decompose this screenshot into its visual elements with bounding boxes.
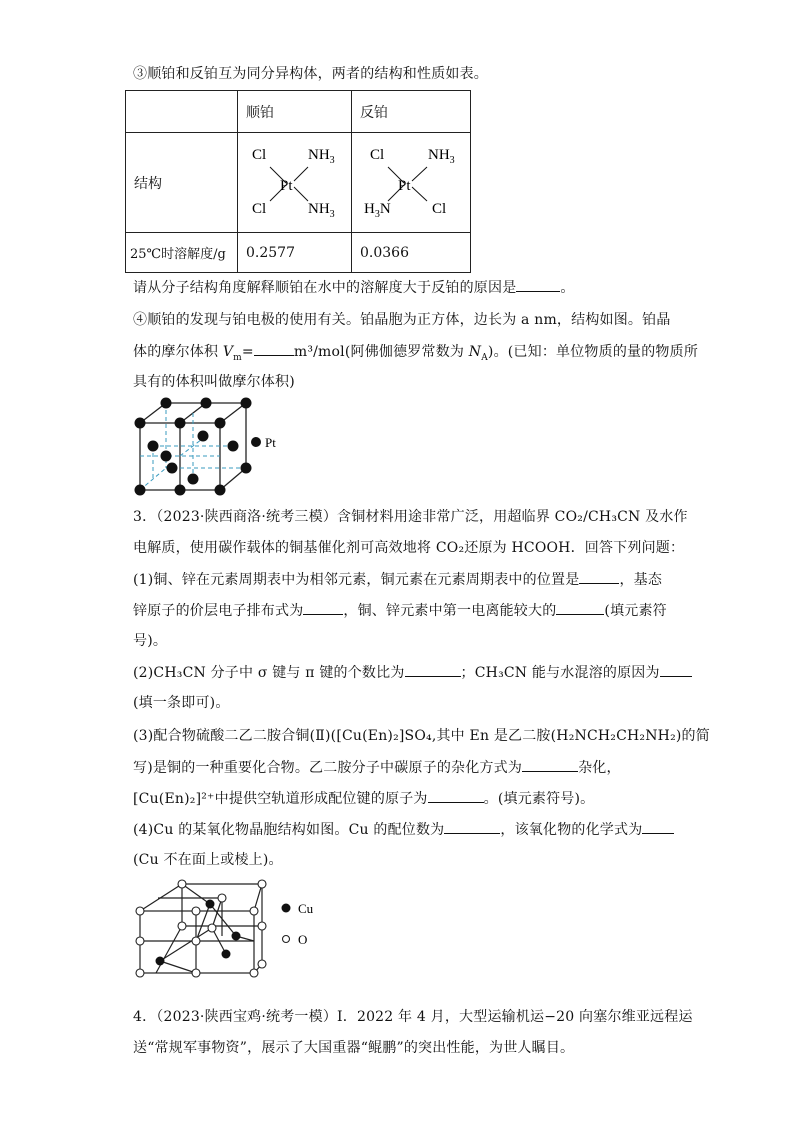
q3-part4-line1: (4)Cu 的某氧化物晶胞结构如图。Cu 的配位数为 ，该氧化物的化学式为 — [133, 819, 674, 840]
q3-part4-line2: (Cu 不在面上或棱上)。 — [133, 852, 283, 868]
o-atom — [136, 907, 144, 915]
atom-nh3-top: $NH_3$ — [308, 147, 335, 166]
q3-line1: 3．（2023·陕西商洛·统考三模）含铜材料用途非常广泛，用超临界 CO₂/CH₃CN 及水作 — [133, 509, 688, 525]
item4-line2: 体的摩尔体积 $V_m= m^3/mol$(阿佛伽德罗常数为 $N_A$)。(已知：单位物质的量的物质所 — [133, 341, 698, 368]
item4-line1: ④顺铂的发现与铂电极的使用有关。铂晶胞为正方体，边长为 a nm，结构如图。铂晶 — [133, 312, 671, 328]
cu-atom — [206, 900, 215, 909]
legend-o-dot — [283, 936, 290, 943]
row-header-solubility: 25℃时溶解度/g — [126, 233, 238, 273]
bond-br — [294, 187, 308, 201]
atom-pt: Pt — [398, 178, 411, 194]
legend-o-label: O — [298, 932, 308, 947]
cu-atom — [232, 932, 241, 941]
answer-blank[interactable] — [405, 662, 461, 677]
atom-nh3-bottom: $NH_3$ — [308, 201, 335, 220]
solubility-question: 请从分子结构角度解释顺铂在水中的溶解度大于反铂的原因是 。 — [133, 277, 575, 298]
q3-part1-line2: 锌原子的价层电子排布式为 ，铜、锌元素中第一电离能较大的 (填元素符 — [133, 600, 667, 621]
cis-solubility: 0.2577 — [238, 233, 352, 273]
answer-blank[interactable] — [444, 819, 500, 834]
col-header-trans: 反铂 — [352, 91, 471, 133]
pt-atom — [198, 431, 209, 442]
pt-atom — [148, 441, 159, 452]
bond-tr — [412, 167, 427, 181]
o-atom — [192, 937, 200, 945]
o-atom — [250, 907, 258, 915]
q3-line2: 电解质，使用碳作载体的铜基催化剂可高效地将 CO₂还原为 HCOOH．回答下列问题： — [133, 540, 685, 556]
o-atom — [192, 907, 200, 915]
pt-atom — [167, 463, 178, 474]
pt-atom — [175, 485, 186, 496]
atom-h3n-bottom: $H_3N$ — [364, 201, 391, 220]
atom-cl-bottom: Cl — [252, 201, 267, 217]
o-atom — [258, 960, 266, 968]
row-header-structure: 结构 — [126, 133, 238, 233]
cu-atom — [222, 950, 231, 959]
platinum-isomer-table — [125, 90, 471, 273]
pt-atom — [188, 474, 199, 485]
pt-atom — [215, 485, 226, 496]
o-atom — [258, 880, 266, 888]
atom-cl-top: Cl — [252, 147, 267, 163]
pt-atom — [135, 485, 146, 496]
cisplatin-structure — [238, 133, 351, 228]
o-atom — [208, 924, 216, 932]
trans-solubility: 0.0366 — [352, 233, 471, 273]
answer-blank[interactable] — [579, 569, 619, 584]
o-atom — [192, 969, 200, 977]
atom-nh3-top: $NH_3$ — [428, 147, 455, 166]
legend-pt-label: Pt — [265, 435, 276, 450]
o-atom — [178, 880, 186, 888]
o-atom — [258, 922, 266, 930]
q3-part1-line3: 号)。 — [133, 633, 168, 649]
o-atom — [136, 969, 144, 977]
answer-blank[interactable] — [254, 341, 294, 356]
col-header-cis: 顺铂 — [238, 91, 352, 133]
o-atom — [178, 922, 186, 930]
q3-part3-line3: [Cu(En)₂]²⁺中提供空轨道形成配位键的原子为 。(填元素符号)。 — [133, 788, 594, 809]
atom-pt: Pt — [280, 178, 293, 194]
atom-cl-bottom: Cl — [432, 201, 447, 217]
answer-blank[interactable] — [428, 788, 484, 803]
pt-atom — [175, 418, 186, 429]
trans-structure-cell — [352, 133, 471, 233]
bond-br — [412, 187, 427, 201]
legend-cu-label: Cu — [298, 901, 314, 916]
cu-oxide-unit-cell-figure — [126, 876, 326, 984]
table-corner — [126, 91, 238, 133]
q3-part3-line1: (3)配合物硫酸二乙二胺合铜(Ⅱ)([Cu(En)₂]SO₄,其中 En 是乙二胺(H₂NCH₂CH₂NH₂)的简 — [133, 728, 710, 744]
q3-part1-line1: (1)铜、锌在元素周期表中为相邻元素，铜元素在元素周期表中的位置是 ，基态 — [133, 569, 662, 590]
cu-atom — [156, 957, 165, 966]
answer-blank[interactable] — [556, 600, 604, 615]
answer-blank[interactable] — [522, 757, 578, 772]
q4-line1: 4．（2023·陕西宝鸡·统考一模）Ⅰ．2022 年 4 月，大型运输机运−20 向塞尔维亚远程运 — [133, 1009, 693, 1025]
o-atom — [218, 894, 226, 902]
q4-line2: 送“常规军事物资”，展示了大国重器“鲲鹏”的突出性能，为世人瞩目。 — [133, 1040, 575, 1056]
pt-atom — [135, 418, 146, 429]
transplatin-structure — [352, 133, 470, 228]
legend-cu-dot — [282, 904, 291, 913]
bond-tr — [294, 167, 308, 181]
pt-atom — [241, 463, 252, 474]
answer-blank[interactable] — [516, 277, 560, 292]
q3-part2-line2: (填一条即可)。 — [133, 695, 230, 711]
answer-blank[interactable] — [303, 600, 343, 615]
atom-cl-top: Cl — [370, 147, 385, 163]
pt-unit-cell-figure — [126, 396, 286, 500]
pt-atom — [201, 398, 212, 409]
pt-atom — [161, 451, 172, 462]
legend-pt-dot — [251, 437, 261, 447]
o-atom — [136, 937, 144, 945]
o-atom — [250, 969, 258, 977]
item4-line3: 具有的体积叫做摩尔体积) — [133, 374, 295, 390]
pt-atom — [161, 398, 172, 409]
pt-atom — [228, 441, 239, 452]
pt-atom — [241, 398, 252, 409]
q3-part2-line1: (2)CH₃CN 分子中 σ 键与 π 键的个数比为 ；CH₃CN 能与水混溶的原因为 — [133, 662, 692, 683]
pt-atom — [215, 418, 226, 429]
cis-structure-cell — [238, 133, 352, 233]
item3-intro: ③顺铂和反铂互为同分异构体，两者的结构和性质如表。 — [133, 66, 488, 82]
q3-part3-line2: 写)是铜的一种重要化合物。乙二胺分子中碳原子的杂化方式为 杂化， — [133, 757, 621, 778]
answer-blank[interactable] — [642, 819, 674, 834]
answer-blank[interactable] — [660, 662, 692, 677]
